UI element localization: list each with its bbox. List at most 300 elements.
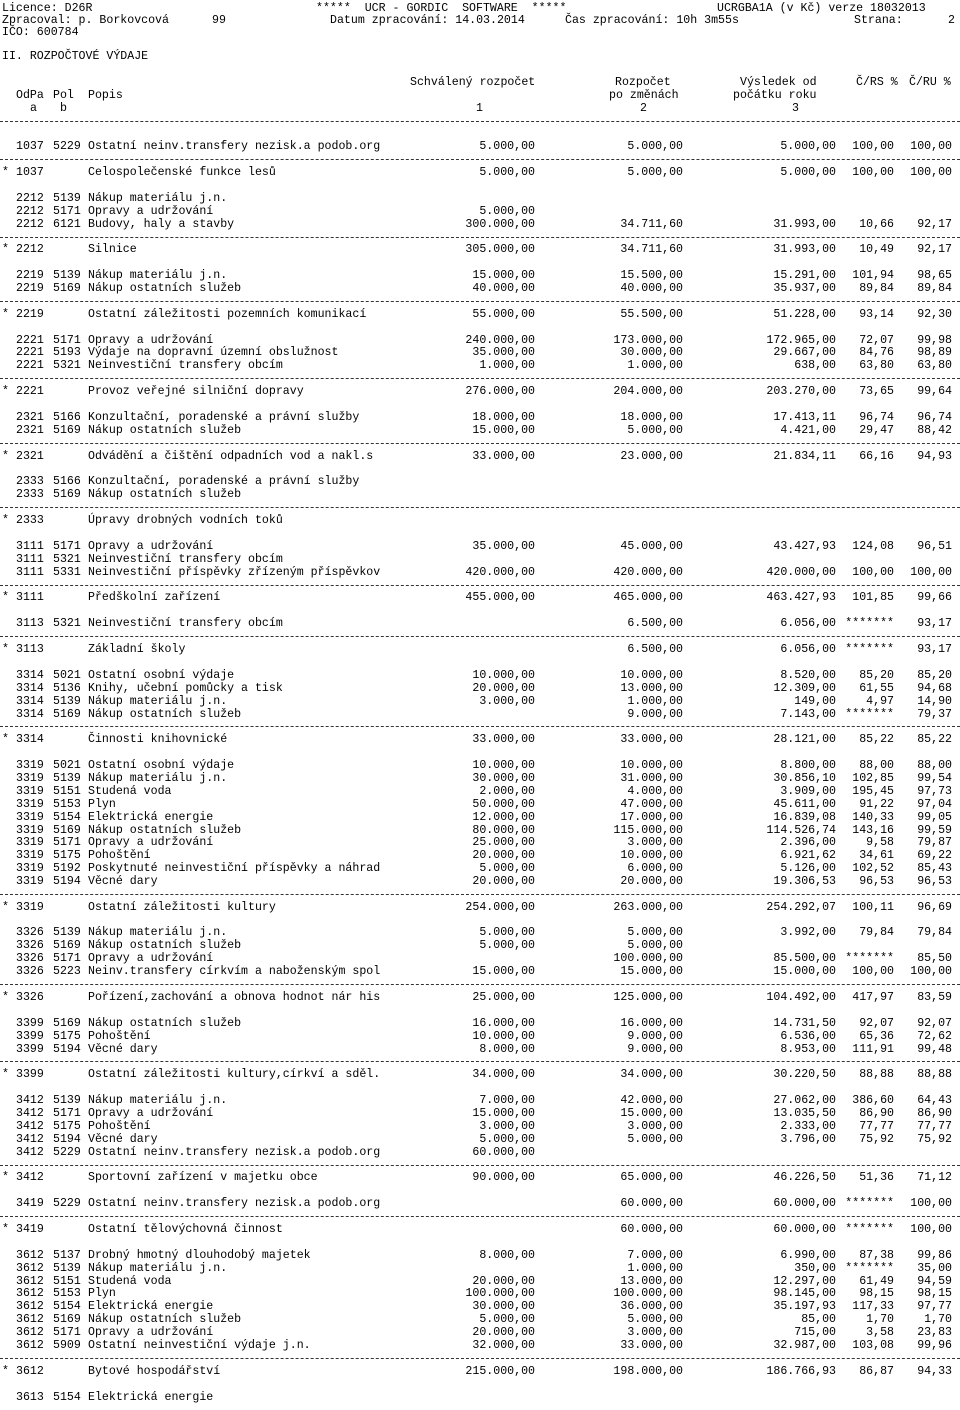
description-cell: Opravy a udržování	[88, 540, 214, 553]
table-row	[0, 1198, 960, 1211]
odpa-cell: 3326	[16, 939, 44, 952]
subtotal-marker: *	[2, 1223, 9, 1236]
odpa-cell: 2212	[16, 205, 44, 218]
approved-cell: 25.000,00	[472, 991, 535, 1004]
approved-cell: 254.000,00	[465, 901, 535, 914]
odpa-cell: 3314	[16, 695, 44, 708]
modified-cell: 5.000,00	[627, 939, 683, 952]
subtotal-marker: *	[2, 991, 9, 1004]
pol-cell: 5194	[53, 1043, 81, 1056]
approved-cell: 2.000,00	[479, 785, 535, 798]
pol-cell: 5171	[53, 540, 81, 553]
description-cell: Plyn	[88, 1287, 116, 1300]
pol-cell: 5139	[53, 926, 81, 939]
description-cell: Pohoštění	[88, 1120, 151, 1133]
odpa-cell: 3399	[16, 1017, 44, 1030]
rs-percent-cell: 96,53	[859, 875, 894, 888]
description-cell: Nákup ostatních služeb	[88, 1017, 242, 1030]
rs-percent-cell: 195,45	[852, 785, 894, 798]
subtotal-marker: *	[2, 733, 9, 746]
rs-percent-cell: 102,85	[852, 772, 894, 785]
result-cell: 5.126,00	[780, 862, 836, 875]
page-label: Strana:	[854, 14, 903, 27]
description-cell: Budovy, haly a stavby	[88, 218, 235, 231]
pol-cell: 5139	[53, 269, 81, 282]
result-cell: 15.000,00	[773, 965, 836, 978]
ru-percent-cell: 100,00	[910, 566, 952, 579]
processed-by: Zpracoval: p. Borkovcová	[2, 14, 169, 27]
pol-cell: 5169	[53, 1017, 81, 1030]
modified-cell: 15.000,00	[620, 965, 683, 978]
result-cell: 8.953,00	[780, 1043, 836, 1056]
pol-cell: 5229	[53, 140, 81, 153]
ru-percent-cell: 100,00	[910, 140, 952, 153]
description-cell: Silnice	[88, 243, 137, 256]
row-divider	[0, 443, 960, 444]
col-start-of-year: počátku roku	[733, 89, 817, 102]
table-row	[0, 618, 960, 631]
pol-cell: 5193	[53, 346, 81, 359]
rs-percent-cell: 75,92	[859, 1133, 894, 1146]
modified-cell: 5.000,00	[627, 926, 683, 939]
ru-percent-cell: 92,30	[917, 308, 952, 321]
odpa-cell: 2212	[16, 243, 44, 256]
modified-cell: 10.000,00	[620, 759, 683, 772]
result-cell: 21.834,11	[773, 450, 836, 463]
description-cell: Pohoštění	[88, 1030, 151, 1043]
col-number-2: 2	[640, 102, 647, 115]
description-cell: Opravy a udržování	[88, 836, 214, 849]
ru-percent-cell: 92,17	[917, 243, 952, 256]
ru-percent-cell: 14,90	[917, 695, 952, 708]
rs-percent-cell: 93,14	[859, 308, 894, 321]
ru-percent-cell: 64,43	[917, 1094, 952, 1107]
odpa-cell: 3399	[16, 1068, 44, 1081]
subtotal-row	[0, 309, 960, 322]
ru-percent-cell: 100,00	[910, 166, 952, 179]
rs-percent-cell: *******	[845, 617, 894, 630]
ru-percent-cell: 85,43	[917, 862, 952, 875]
description-cell: Opravy a udržování	[88, 1326, 214, 1339]
result-cell: 6.921,62	[780, 849, 836, 862]
approved-cell: 20.000,00	[472, 682, 535, 695]
description-cell: Konzultační, poradenské a právní služby	[88, 411, 360, 424]
modified-cell: 18.000,00	[620, 411, 683, 424]
ru-percent-cell: 23,83	[917, 1326, 952, 1339]
row-divider	[0, 726, 960, 727]
description-cell: Ostatní záležitosti kultury,církví a sděl.	[88, 1068, 381, 1081]
modified-cell: 23.000,00	[620, 450, 683, 463]
result-cell: 2.333,00	[780, 1120, 836, 1133]
pol-cell: 5139	[53, 695, 81, 708]
approved-cell: 5.000,00	[479, 1133, 535, 1146]
col-result-from: Výsledek od	[740, 76, 817, 89]
row-divider	[0, 1061, 960, 1062]
pol-cell: 5139	[53, 772, 81, 785]
modified-cell: 33.000,00	[620, 733, 683, 746]
subtotal-row	[0, 244, 960, 257]
ru-percent-cell: 99,86	[917, 1249, 952, 1262]
result-cell: 85.500,00	[773, 952, 836, 965]
ru-percent-cell: 86,90	[917, 1107, 952, 1120]
description-cell: Ostatní neinv.transfery nezisk.a podob.org	[88, 1146, 381, 1159]
result-cell: 6.056,00	[780, 617, 836, 630]
modified-cell: 16.000,00	[620, 1017, 683, 1030]
rs-percent-cell: 65,36	[859, 1030, 894, 1043]
subtotal-marker: *	[2, 166, 9, 179]
pol-cell: 5151	[53, 785, 81, 798]
odpa-cell: 3314	[16, 708, 44, 721]
approved-cell: 15.000,00	[472, 269, 535, 282]
result-cell: 14.731,50	[773, 1017, 836, 1030]
result-cell: 203.270,00	[766, 385, 836, 398]
rs-percent-cell: *******	[845, 1223, 894, 1236]
table-row	[0, 1147, 960, 1160]
row-divider	[0, 984, 960, 985]
description-cell: Předškolní zařízení	[88, 591, 221, 604]
modified-cell: 30.000,00	[620, 346, 683, 359]
odpa-cell: 2333	[16, 514, 44, 527]
ru-percent-cell: 85,20	[917, 669, 952, 682]
approved-cell: 3.000,00	[479, 695, 535, 708]
ru-percent-cell: 97,77	[917, 1300, 952, 1313]
rs-percent-cell: 143,16	[852, 824, 894, 837]
result-cell: 28.121,00	[773, 733, 836, 746]
odpa-cell: 2321	[16, 450, 44, 463]
description-cell: Nákup ostatních služeb	[88, 424, 242, 437]
description-cell: Neinv.transfery církvím a naboženským spol	[88, 965, 381, 978]
rs-percent-cell: 73,65	[859, 385, 894, 398]
modified-cell: 6.000,00	[627, 862, 683, 875]
row-divider	[0, 585, 960, 586]
ru-percent-cell: 97,73	[917, 785, 952, 798]
approved-cell: 35.000,00	[472, 346, 535, 359]
description-cell: Neinvestiční příspěvky zřízeným příspěvkov	[88, 566, 381, 579]
ru-percent-cell: 96,74	[917, 411, 952, 424]
rs-percent-cell: 77,77	[859, 1120, 894, 1133]
col-ru-percent: Č/RU %	[909, 76, 951, 89]
ru-percent-cell: 99,66	[917, 591, 952, 604]
description-cell: Nákup materiálu j.n.	[88, 1262, 228, 1275]
subtotal-row	[0, 734, 960, 747]
result-cell: 35.197,93	[773, 1300, 836, 1313]
table-row	[0, 219, 960, 232]
ru-percent-cell: 1,70	[924, 1313, 952, 1326]
rs-percent-cell: 86,87	[859, 1365, 894, 1378]
ru-percent-cell: 98,15	[917, 1287, 952, 1300]
approved-cell: 5.000,00	[479, 140, 535, 153]
pol-cell: 5171	[53, 1107, 81, 1120]
rs-percent-cell: 85,22	[859, 733, 894, 746]
approved-cell: 10.000,00	[472, 759, 535, 772]
row-divider	[0, 1216, 960, 1217]
approved-cell: 240.000,00	[465, 334, 535, 347]
result-cell: 3.909,00	[780, 785, 836, 798]
pol-cell: 5331	[53, 566, 81, 579]
odpa-cell: 3319	[16, 798, 44, 811]
modified-cell: 20.000,00	[620, 875, 683, 888]
result-cell: 12.297,00	[773, 1275, 836, 1288]
modified-cell: 55.500,00	[620, 308, 683, 321]
approved-cell: 30.000,00	[472, 1300, 535, 1313]
modified-cell: 115.000,00	[613, 824, 683, 837]
rs-percent-cell: 100,00	[852, 166, 894, 179]
odpa-cell: 3612	[16, 1365, 44, 1378]
licence-label: Licence: D26R	[2, 2, 93, 15]
description-cell: Věcné dary	[88, 1133, 158, 1146]
processing-date: Datum zpracování: 14.03.2014	[330, 14, 525, 27]
odpa-cell: 2221	[16, 359, 44, 372]
rs-percent-cell: *******	[845, 708, 894, 721]
approved-cell: 5.000,00	[479, 926, 535, 939]
odpa-cell: 3319	[16, 824, 44, 837]
approved-cell: 5.000,00	[479, 205, 535, 218]
modified-cell: 9.000,00	[627, 708, 683, 721]
modified-cell: 40.000,00	[620, 282, 683, 295]
odpa-cell: 3319	[16, 901, 44, 914]
description-cell: Věcné dary	[88, 875, 158, 888]
ru-percent-cell: 99,05	[917, 811, 952, 824]
result-cell: 104.492,00	[766, 991, 836, 1004]
approved-cell: 80.000,00	[472, 824, 535, 837]
odpa-cell: 3113	[16, 617, 44, 630]
odpa-cell: 2221	[16, 385, 44, 398]
pol-cell: 5229	[53, 1146, 81, 1159]
ru-percent-cell: 93,17	[917, 617, 952, 630]
rs-percent-cell: 66,16	[859, 450, 894, 463]
pol-cell: 5154	[53, 1391, 81, 1404]
approved-cell: 16.000,00	[472, 1017, 535, 1030]
modified-cell: 45.000,00	[620, 540, 683, 553]
approved-cell: 5.000,00	[479, 1313, 535, 1326]
odpa-cell: 3319	[16, 811, 44, 824]
odpa-cell: 3612	[16, 1287, 44, 1300]
description-cell: Drobný hmotný dlouhodobý majetek	[88, 1249, 311, 1262]
modified-cell: 5.000,00	[627, 166, 683, 179]
approved-cell: 33.000,00	[472, 450, 535, 463]
rs-percent-cell: 88,00	[859, 759, 894, 772]
odpa-cell: 3612	[16, 1249, 44, 1262]
table-row	[0, 489, 960, 502]
description-cell: Ostatní tělovýchovná činnost	[88, 1223, 283, 1236]
rs-percent-cell: 61,55	[859, 682, 894, 695]
approved-cell: 276.000,00	[465, 385, 535, 398]
odpa-cell: 3319	[16, 862, 44, 875]
subtotal-marker: *	[2, 308, 9, 321]
row-divider	[0, 507, 960, 508]
ru-percent-cell: 99,48	[917, 1043, 952, 1056]
table-row	[0, 1044, 960, 1057]
description-cell: Základní školy	[88, 643, 186, 656]
approved-cell: 1.000,00	[479, 359, 535, 372]
subtotal-marker: *	[2, 591, 9, 604]
pol-cell: 5169	[53, 939, 81, 952]
pol-cell: 5153	[53, 1287, 81, 1300]
odpa-cell: 3111	[16, 553, 44, 566]
description-cell: Pohoštění	[88, 849, 151, 862]
subtotal-marker: *	[2, 243, 9, 256]
processed-by-number: 99	[212, 14, 226, 27]
pol-cell: 5171	[53, 836, 81, 849]
subtotal-marker: *	[2, 1171, 9, 1184]
odpa-cell: 2212	[16, 218, 44, 231]
description-cell: Nákup materiálu j.n.	[88, 695, 228, 708]
pol-cell: 5229	[53, 1197, 81, 1210]
modified-cell: 5.000,00	[627, 424, 683, 437]
modified-cell: 5.000,00	[627, 1133, 683, 1146]
pol-cell: 5175	[53, 1030, 81, 1043]
ico-label: IČO: 600784	[2, 26, 79, 39]
description-cell: Studená voda	[88, 785, 172, 798]
row-divider	[0, 159, 960, 160]
description-cell: Neinvestiční transfery obcím	[88, 359, 283, 372]
modified-cell: 9.000,00	[627, 1030, 683, 1043]
result-cell: 8.800,00	[780, 759, 836, 772]
modified-cell: 1.000,00	[627, 359, 683, 372]
odpa-cell: 3111	[16, 591, 44, 604]
ru-percent-cell: 96,53	[917, 875, 952, 888]
odpa-cell: 3319	[16, 759, 44, 772]
ru-percent-cell: 96,51	[917, 540, 952, 553]
col-odpa: OdPa	[16, 89, 44, 102]
rs-percent-cell: 79,84	[859, 926, 894, 939]
header-divider	[0, 121, 960, 122]
approved-cell: 15.000,00	[472, 1107, 535, 1120]
ru-percent-cell: 99,98	[917, 334, 952, 347]
approved-cell: 32.000,00	[472, 1339, 535, 1352]
odpa-cell: 3326	[16, 991, 44, 1004]
modified-cell: 17.000,00	[620, 811, 683, 824]
rs-percent-cell: 100,00	[852, 965, 894, 978]
odpa-cell: 1037	[16, 166, 44, 179]
result-cell: 638,00	[794, 359, 836, 372]
subtotal-row	[0, 1366, 960, 1379]
modified-cell: 33.000,00	[620, 1339, 683, 1352]
module-version: UCRGBA1A (v Kč) verze 18032013	[717, 2, 926, 15]
description-cell: Ostatní záležitosti kultury	[88, 901, 276, 914]
description-cell: Nákup materiálu j.n.	[88, 192, 228, 205]
approved-cell: 15.000,00	[472, 965, 535, 978]
modified-cell: 60.000,00	[620, 1223, 683, 1236]
description-cell: Nákup ostatních služeb	[88, 708, 242, 721]
description-cell: Nákup materiálu j.n.	[88, 1094, 228, 1107]
subtotal-row	[0, 644, 960, 657]
description-cell: Opravy a udržování	[88, 205, 214, 218]
result-cell: 186.766,93	[766, 1365, 836, 1378]
modified-cell: 65.000,00	[620, 1171, 683, 1184]
subtotal-row	[0, 1069, 960, 1082]
result-cell: 30.856,10	[773, 772, 836, 785]
ru-percent-cell: 100,00	[910, 1197, 952, 1210]
rs-percent-cell: 140,33	[852, 811, 894, 824]
ru-percent-cell: 72,62	[917, 1030, 952, 1043]
subtotal-row	[0, 592, 960, 605]
result-cell: 12.309,00	[773, 682, 836, 695]
modified-cell: 198.000,00	[613, 1365, 683, 1378]
approved-cell: 60.000,00	[472, 1146, 535, 1159]
modified-cell: 1.000,00	[627, 695, 683, 708]
odpa-cell: 2221	[16, 346, 44, 359]
subtotal-row	[0, 1172, 960, 1185]
result-cell: 15.291,00	[773, 269, 836, 282]
description-cell: Neinvestiční transfery obcím	[88, 617, 283, 630]
approved-cell: 455.000,00	[465, 591, 535, 604]
col-number-1: 1	[476, 102, 483, 115]
result-cell: 60.000,00	[773, 1197, 836, 1210]
description-cell: Elektrická energie	[88, 1300, 214, 1313]
result-cell: 35.937,00	[773, 282, 836, 295]
table-row	[0, 709, 960, 722]
result-cell: 172.965,00	[766, 334, 836, 347]
result-cell: 43.427,93	[773, 540, 836, 553]
modified-cell: 3.000,00	[627, 1326, 683, 1339]
description-cell: Nákup materiálu j.n.	[88, 269, 228, 282]
odpa-cell: 1037	[16, 140, 44, 153]
result-cell: 715,00	[794, 1326, 836, 1339]
odpa-cell: 3612	[16, 1262, 44, 1275]
rs-percent-cell: 84,76	[859, 346, 894, 359]
approved-cell: 5.000,00	[479, 166, 535, 179]
modified-cell: 3.000,00	[627, 836, 683, 849]
rs-percent-cell: 92,07	[859, 1017, 894, 1030]
pol-cell: 5175	[53, 1120, 81, 1133]
result-cell: 16.839,08	[773, 811, 836, 824]
result-cell: 32.987,00	[773, 1339, 836, 1352]
description-cell: Ostatní osobní výdaje	[88, 759, 235, 772]
result-cell: 51.228,00	[773, 308, 836, 321]
modified-cell: 9.000,00	[627, 1043, 683, 1056]
pol-cell: 5171	[53, 1326, 81, 1339]
rs-percent-cell: *******	[845, 643, 894, 656]
odpa-cell: 3612	[16, 1275, 44, 1288]
description-cell: Knihy, učební pomůcky a tisk	[88, 682, 283, 695]
rs-percent-cell: 96,74	[859, 411, 894, 424]
odpa-cell: 3326	[16, 926, 44, 939]
result-cell: 46.226,50	[773, 1171, 836, 1184]
odpa-cell: 3314	[16, 669, 44, 682]
pol-cell: 5171	[53, 334, 81, 347]
pol-cell: 5169	[53, 708, 81, 721]
table-row	[0, 141, 960, 154]
ru-percent-cell: 35,00	[917, 1262, 952, 1275]
pol-cell: 5321	[53, 553, 81, 566]
ru-percent-cell: 79,87	[917, 836, 952, 849]
rs-percent-cell: *******	[845, 952, 894, 965]
description-cell: Odvádění a čištění odpadních vod a nakl.s	[88, 450, 374, 463]
modified-cell: 100.000,00	[613, 952, 683, 965]
description-cell: Ostatní neinvestiční výdaje j.n.	[88, 1339, 311, 1352]
col-budget: Rozpočet	[615, 76, 671, 89]
rs-percent-cell: 117,33	[852, 1300, 894, 1313]
rs-percent-cell: 124,08	[852, 540, 894, 553]
modified-cell: 6.500,00	[627, 617, 683, 630]
pol-cell: 5194	[53, 875, 81, 888]
approved-cell: 420.000,00	[465, 566, 535, 579]
rs-percent-cell: 102,52	[852, 862, 894, 875]
pol-cell: 5175	[53, 849, 81, 862]
result-cell: 6.536,00	[780, 1030, 836, 1043]
modified-cell: 10.000,00	[620, 849, 683, 862]
subtotal-marker: *	[2, 901, 9, 914]
result-cell: 254.292,07	[766, 901, 836, 914]
pol-cell: 5166	[53, 411, 81, 424]
odpa-cell: 2333	[16, 475, 44, 488]
ru-percent-cell: 94,68	[917, 682, 952, 695]
description-cell: Pořízení,zachování a obnova hodnot nár his	[88, 991, 381, 1004]
description-cell: Sportovní zařízení v majetku obce	[88, 1171, 318, 1184]
col-approved-budget: Schválený rozpočet	[410, 76, 536, 89]
table-row	[0, 966, 960, 979]
